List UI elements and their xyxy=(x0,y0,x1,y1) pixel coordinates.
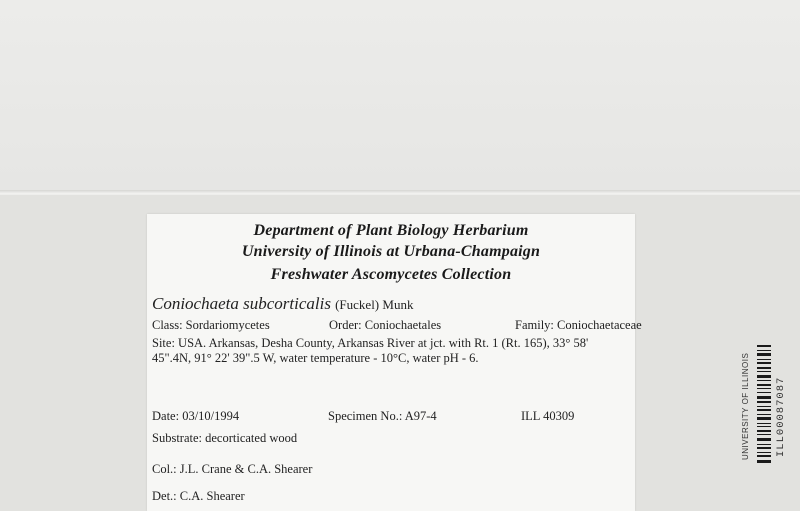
substrate: Substrate: decorticated wood xyxy=(152,431,298,445)
site-line-2: 45".4N, 91° 22' 39".5 W, water temperature - 10°C, water pH - 6. xyxy=(152,351,479,365)
determiner: Det.: C.A. Shearer xyxy=(152,489,245,503)
specimen-number: Specimen No.: A97-4 xyxy=(328,409,437,423)
label-heading-collection: Freshwater Ascomycetes Collection xyxy=(270,266,512,283)
collectors: Col.: J.L. Crane & C.A. Shearer xyxy=(152,462,313,476)
herbarium-sheet-background xyxy=(0,0,800,190)
ill-number: ILL 40309 xyxy=(521,409,575,423)
label-heading-department: Department of Plant Biology Herbarium xyxy=(253,222,529,239)
species-line xyxy=(152,294,413,314)
species-author: (Fuckel) Munk xyxy=(335,297,414,312)
taxon-family: Family: Coniochaetaceae xyxy=(515,318,642,332)
barcode-institution: UNIVERSITY OF ILLINOIS xyxy=(741,352,750,460)
barcode-label xyxy=(735,345,791,463)
label-heading-university: University of Illinois at Urbana-Champaign xyxy=(241,243,541,260)
site-line-1: Site: USA. Arkansas, Desha County, Arkansas River at jct. with Rt. 1 (Rt. 165), 33° 58' xyxy=(152,336,589,350)
barcode-code: ILL00087087 xyxy=(775,376,787,457)
taxon-class: Class: Sordariomycetes xyxy=(152,318,270,332)
taxon-order: Order: Coniochaetales xyxy=(329,318,442,332)
specimen-label xyxy=(147,214,642,511)
barcode-bars xyxy=(757,345,771,463)
species-name: Coniochaeta subcorticalis xyxy=(152,294,331,313)
collection-date: Date: 03/10/1994 xyxy=(152,409,240,423)
